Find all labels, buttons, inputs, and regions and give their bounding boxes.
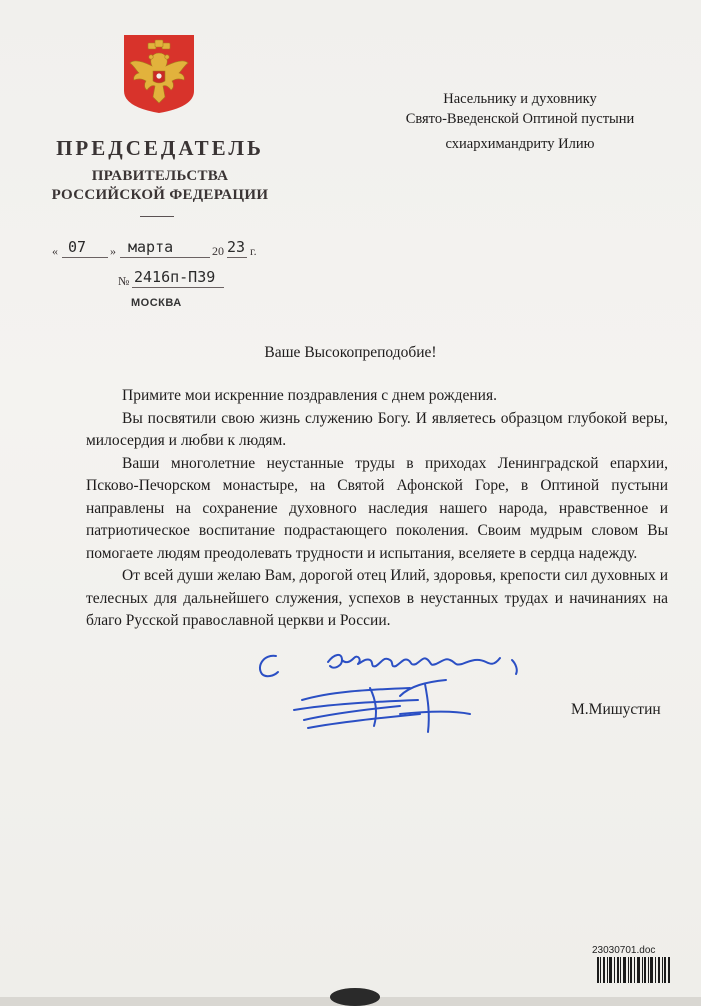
paragraph: Ваши многолетние неустанные труды в приходах Ленинградской епархии, Псково-Печорском монастыре, на Святой Афонской Горе, в Оптиной пустыни направлены на сохранение духовного наследия нашего народа, нравственное и патриотическое воспитание подрастающего поколения. Своим мудрым словом Вы помогаете людям преодолевать трудности и испытания, вселяете в сердца надежду.	[86, 454, 668, 562]
letterhead-line-2: ПРАВИТЕЛЬСТВА	[91, 168, 229, 184]
date-day-underline	[62, 257, 108, 258]
date-year-suffix: 23	[227, 238, 246, 256]
date-month: марта	[128, 238, 174, 256]
letterhead-divider	[140, 216, 174, 217]
addressee-line-2: Свято-Введенской Оптиной пустыни	[405, 111, 635, 127]
paragraph: Примите мои искренние поздравления с днем рождения.	[122, 387, 497, 404]
letterhead-line-3: РОССИЙСКОЙ ФЕДЕРАЦИИ	[51, 187, 269, 203]
letterhead-title: ПРЕДСЕДАТЕЛЬ	[56, 136, 264, 160]
letter-body	[86, 385, 668, 633]
number-mark: №	[118, 274, 130, 288]
number-value: 2416п-П39	[134, 268, 216, 286]
handwritten-signature	[250, 648, 550, 738]
greeting: Ваше Высокопреподобие!	[264, 344, 437, 361]
number-underline	[132, 287, 224, 288]
signer-name: М.Мишустин	[571, 701, 661, 718]
paragraph: От всей души желаю Вам, дорогой отец Илий, здоровья, крепости сил духовных и телесных для дальнейшего служения, успехов в неустанных трудах и начинаниях на благо Русской православной церкви и России.	[86, 567, 668, 629]
addressee-line-3: схиархимандриту Илию	[445, 136, 595, 152]
date-month-underline	[120, 257, 210, 258]
bottom-shadow	[330, 988, 380, 1006]
date-year-mark: г.	[250, 244, 257, 258]
russian-coat-of-arms-icon	[122, 33, 196, 115]
barcode-icon	[597, 957, 671, 983]
city: МОСКВА	[131, 297, 182, 309]
paragraph: Вы посвятили свою жизнь служению Богу. И являетесь образцом глубокой веры, милосердия и любви к людям.	[86, 409, 668, 449]
document-id: 23030701.doc	[592, 945, 656, 956]
date-line	[52, 238, 282, 262]
date-close-quote: »	[110, 244, 116, 258]
date-open-quote: «	[52, 244, 58, 258]
date-day: 07	[68, 238, 87, 256]
date-year-underline	[227, 257, 247, 258]
addressee-line-1: Насельнику и духовнику	[443, 91, 597, 107]
reference-number	[118, 268, 238, 292]
date-year-prefix: 20	[212, 244, 224, 258]
